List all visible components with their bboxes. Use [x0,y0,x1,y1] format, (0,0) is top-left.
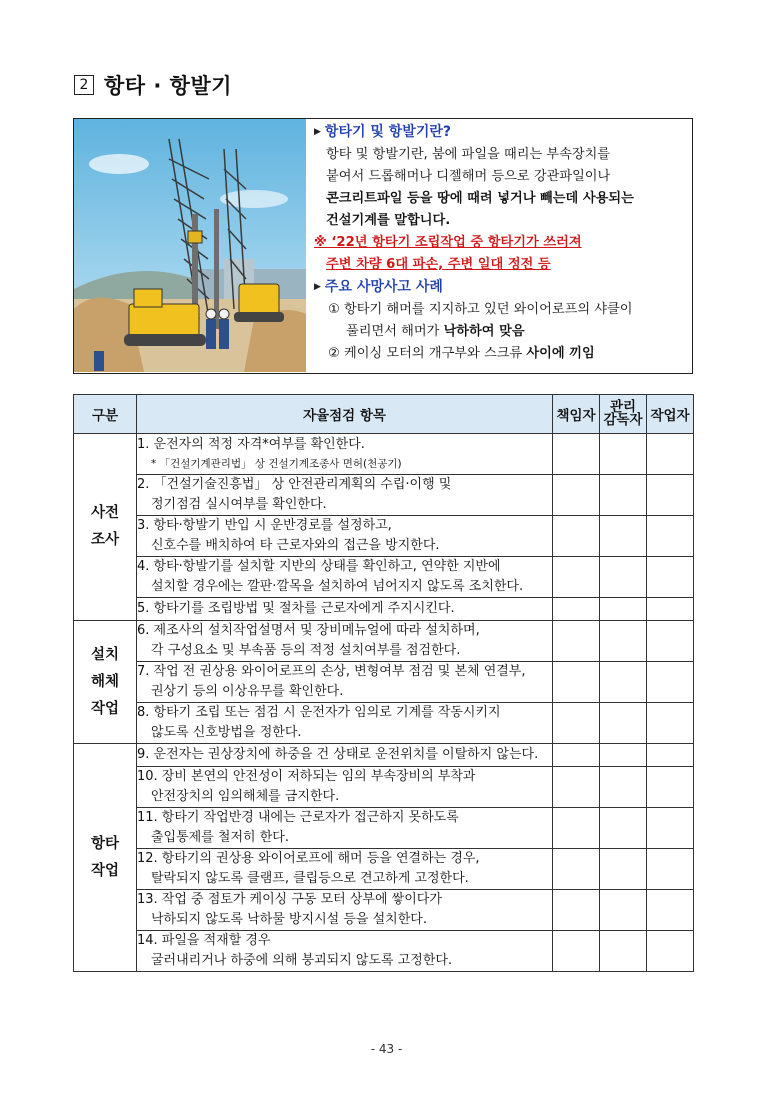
checkbox-worker[interactable] [647,475,694,516]
checkbox-responsible[interactable] [553,475,600,516]
checklist-table [73,394,694,972]
checkbox-manager[interactable] [600,808,647,849]
header-category: 구분 [74,395,137,434]
checkbox-manager[interactable] [600,703,647,744]
table-row [74,434,694,475]
check-item: 2. 「건설기술진흥법」 상 안전관리계획의 수립·이행 및 정기점검 실시여부를 확인한다. [137,475,553,516]
checkbox-responsible[interactable] [553,516,600,557]
checkbox-responsible[interactable] [553,890,600,931]
checkbox-manager[interactable] [600,767,647,808]
checkbox-worker[interactable] [647,808,694,849]
checkbox-manager[interactable] [600,890,647,931]
check-item: 3. 항타·항발기 반입 시 운반경로를 설정하고, 신호수를 배치하여 타 근로자와의 접근을 방지한다. [137,516,553,557]
incident-note-line: 주변 차량 6대 파손, 주변 일대 정전 등 [326,257,551,272]
definition-line: 항타 및 항발기란, 붐에 파일을 때리는 부속장치를 [326,147,611,162]
checkbox-responsible[interactable] [553,767,600,808]
table-row [74,703,694,744]
checkbox-worker[interactable] [647,890,694,931]
checkbox-worker[interactable] [647,744,694,767]
triangle-bullet-icon: ▶ [314,127,321,137]
heading-definition: ▶ 항타기 및 항발기란? [314,124,451,140]
definition-line: 붙여서 드롭해머나 디젤해머 등으로 강관파일이나 [326,169,611,184]
check-item: 13. 작업 중 점토가 케이싱 구동 모터 상부에 쌓이다가 낙하되지 않도록 낙하물 방지시설 등을 설치한다. [137,890,553,931]
checkbox-responsible[interactable] [553,621,600,662]
table-row [74,516,694,557]
checkbox-responsible[interactable] [553,808,600,849]
checkbox-responsible[interactable] [553,598,600,621]
case-2: ② 케이싱 모터의 개구부와 스크류 사이에 끼임 [328,346,595,361]
checkbox-worker[interactable] [647,662,694,703]
check-item: 4. 항타·항발기를 설치할 지반의 상태를 확인하고, 연약한 지반에 설치할 경우에는 깔판·깔목을 설치하여 넘어지지 않도록 조치한다. [137,557,553,598]
checkbox-manager[interactable] [600,744,647,767]
table-row [74,931,694,972]
page-number: - 43 - [370,1042,403,1056]
table-row [74,890,694,931]
info-text [314,121,686,365]
checkbox-worker[interactable] [647,849,694,890]
checkbox-responsible[interactable] [553,662,600,703]
category-pile-driving: 항타 작업 [74,744,137,972]
checkbox-worker[interactable] [647,621,694,662]
checkbox-responsible[interactable] [553,849,600,890]
checkbox-worker[interactable] [647,931,694,972]
section-title [74,70,232,100]
checkbox-worker[interactable] [647,598,694,621]
table-row [74,849,694,890]
check-item: 1. 운전자의 적정 자격*여부를 확인한다. * 「건설기계관리법」 상 건설기계조종사 면허(천공기) [137,434,553,475]
check-item: 5. 항타기를 조립방법 및 절차를 근로자에게 주지시킨다. [137,598,553,621]
checkbox-manager[interactable] [600,849,647,890]
checkbox-responsible[interactable] [553,434,600,475]
check-item: 10. 장비 본연의 안전성이 저하되는 임의 부속장비의 부착과 안전장치의 임의해체를 금지한다. [137,767,553,808]
case-1: ① 항타기 해머를 지지하고 있던 와이어로프의 샤클이 풀리면서 해머가 낙하하여 맞음 [328,302,633,339]
pile-driver-illustration [74,119,306,372]
check-item: 9. 운전자는 권상장치에 하중을 건 상태로 운전위치를 이탈하지 않는다. [137,744,553,767]
check-item: 11. 항타기 작업반경 내에는 근로자가 접근하지 못하도록 출입통제를 철저히 한다. [137,808,553,849]
checkbox-manager[interactable] [600,598,647,621]
checkbox-worker[interactable] [647,703,694,744]
header-manager: 관리 감독자 [600,395,647,434]
checkbox-manager[interactable] [600,931,647,972]
table-row [74,808,694,849]
check-item: 8. 항타기 조립 또는 점검 시 운전자가 임의로 기계를 작동시키지 않도록 신호방법을 정한다. [137,703,553,744]
definition-line: 콘크리트파일 등을 땅에 때려 넣거나 빼는데 사용되는 [326,191,634,206]
checkbox-worker[interactable] [647,767,694,808]
table-row [74,662,694,703]
check-item: 12. 항타기의 권상용 와이어로프에 해머 등을 연결하는 경우, 탈락되지 않도록 클램프, 클립등으로 견고하게 고정한다. [137,849,553,890]
checkbox-responsible[interactable] [553,703,600,744]
header-item: 자율점검 항목 [137,395,553,434]
triangle-bullet-icon: ▶ [314,282,321,292]
table-row [74,767,694,808]
category-install-dismantle: 설치 해체 작업 [74,621,137,744]
checkbox-worker[interactable] [647,557,694,598]
checkbox-worker[interactable] [647,434,694,475]
info-box [73,118,693,374]
checkbox-responsible[interactable] [553,557,600,598]
header-worker: 작업자 [647,395,694,434]
table-row [74,557,694,598]
header-responsible: 책임자 [553,395,600,434]
checkbox-manager[interactable] [600,516,647,557]
table-header-row [74,395,694,434]
table-row [74,598,694,621]
definition-line: 건설기계를 말합니다. [326,213,451,228]
check-item: 6. 제조사의 설치작업설명서 및 장비메뉴얼에 따라 설치하며, 각 구성요소 및 부속품 등의 적정 설치여부를 점검한다. [137,621,553,662]
checkbox-manager[interactable] [600,475,647,516]
incident-note-line: ※ ‘22년 항타기 조립작업 중 항타기가 쓰러져 [314,235,582,250]
table-row [74,744,694,767]
checkbox-responsible[interactable] [553,744,600,767]
heading-cases: ▶ 주요 사망사고 사례 [314,279,443,295]
checkbox-manager[interactable] [600,662,647,703]
table-row [74,475,694,516]
checkbox-manager[interactable] [600,557,647,598]
table-row [74,621,694,662]
section-number-box: 2 [74,75,94,95]
checkbox-manager[interactable] [600,621,647,662]
checkbox-responsible[interactable] [553,931,600,972]
check-item: 7. 작업 전 권상용 와이어로프의 손상, 변형여부 점검 및 본체 연결부, 권상기 등의 이상유무를 확인한다. [137,662,553,703]
checkbox-manager[interactable] [600,434,647,475]
section-title-text: 항타 · 항발기 [104,74,233,98]
check-item: 14. 파일을 적재할 경우 굴러내리거나 하중에 의해 붕괴되지 않도록 고정한다. [137,931,553,972]
category-pre-survey: 사전 조사 [74,434,137,621]
checkbox-worker[interactable] [647,516,694,557]
